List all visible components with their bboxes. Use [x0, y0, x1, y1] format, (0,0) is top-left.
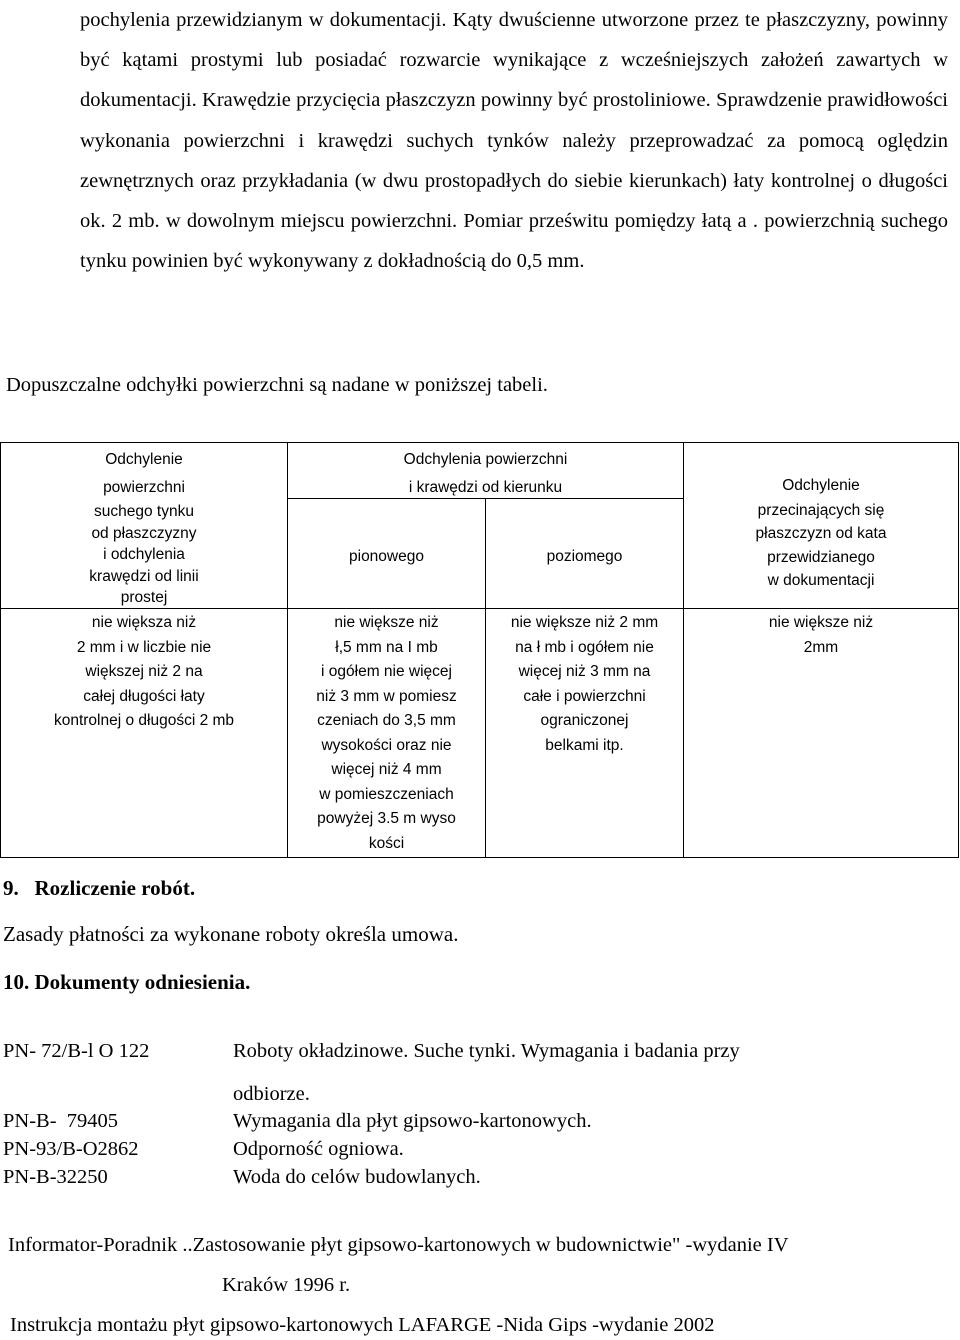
source-1-cont: Kraków 1996 r. — [222, 1274, 351, 1296]
ref-code: PN- 72/B-l O 122 — [3, 1040, 150, 1062]
header-line: Odchylenia powierzchni — [403, 451, 568, 468]
body-line: belkami itp. — [545, 736, 624, 754]
ref-desc-cont: odbiorze. — [233, 1083, 310, 1105]
header-line: krawędzi od linii — [89, 567, 199, 585]
table-border-right — [958, 442, 959, 858]
body-line: czeniach do 3,5 mm — [317, 712, 456, 729]
ref-code: PN-93/B-O2862 — [3, 1138, 139, 1160]
body-line: kontrolnej o długości 2 mb — [53, 712, 235, 729]
source-2: Instrukcja montażu płyt gipsowo-kartonowych LAFARGE -Nida Gips -wydanie 2002 — [10, 1314, 715, 1336]
header-line: od płaszczyzny — [91, 524, 197, 542]
col1-body — [1, 611, 287, 734]
header-line: suchego tynku — [94, 503, 194, 520]
col2-body — [288, 611, 485, 856]
body-line: na ł mb i ogółem nie — [515, 638, 654, 656]
ref-desc: Roboty okładzinowe. Suche tynki. Wymagania i badania przy — [233, 1040, 740, 1062]
col3-header: poziomego — [546, 548, 623, 565]
section-9-heading: 9. Rozliczenie robót. — [3, 876, 196, 900]
body-line: całej długości łaty — [83, 687, 205, 705]
section-10-heading: 10. Dokumenty odniesienia. — [3, 970, 251, 994]
body-line: niż 3 mm w pomiesz — [316, 687, 457, 705]
body-line: ł,5 mm na I mb — [335, 638, 438, 656]
table-border-bottom — [0, 857, 959, 858]
body-line: nie większe niż — [334, 614, 439, 631]
body-line: więcej niż 4 mm — [331, 761, 442, 778]
body-line: w pomieszczeniach — [319, 785, 454, 803]
header-line: przewidzianego — [767, 548, 875, 566]
ref-desc: Wymagania dla płyt gipsowo-kartonowych. — [233, 1110, 592, 1132]
header-line: prostej — [120, 589, 168, 606]
body-line: nie większe niż — [768, 614, 874, 631]
header-line: przecinających się — [757, 501, 885, 519]
col4-header — [684, 474, 958, 593]
body-line: nie większa niż — [91, 614, 197, 631]
section-9-text: Zasady płatności za wykonane roboty określa umowa. — [3, 922, 459, 946]
body-line: wysokości oraz nie — [321, 736, 452, 754]
table-intro: Dopuszczalne odchyłki powierzchni są nadane w poniższej tabeli. — [6, 374, 548, 396]
header-line: w dokumentacji — [767, 572, 875, 589]
col1-header — [1, 446, 287, 502]
body-line: więcej niż 3 mm na — [518, 663, 651, 680]
body-line: większej niż 2 na — [85, 663, 203, 680]
header-line: powierzchni — [103, 479, 185, 496]
ref-desc: Woda do celów budowlanych. — [233, 1166, 481, 1188]
ref-desc: Odporność ogniowa. — [233, 1138, 404, 1160]
header-line: płaszczyzn od kata — [755, 525, 887, 542]
body-line: ograniczonej — [540, 712, 629, 729]
header-line: i odchylenia — [103, 546, 185, 563]
header-line: Odchylenie — [782, 477, 860, 494]
table-border-top — [0, 442, 959, 443]
col2-header: pionowego — [349, 548, 424, 565]
ref-code: PN-B-32250 — [3, 1166, 108, 1188]
body-line: 2 mm i w liczbie nie — [76, 638, 212, 656]
group-header — [288, 446, 683, 502]
header-line: Odchylenie — [105, 451, 183, 468]
body-line: nie większe niż 2 mm — [510, 614, 659, 631]
body-paragraph: pochylenia przewidzianym w dokumentacji. Kąty dwuścienne utworzone przez te płaszczyzny, powinny być kątami prostymi lub posiadać rozwarcie wynikające z wcześniejszych założeń zawartych w dokumentacji. Krawędzie przycięcia płaszczyzn powinny być prostoliniowe. Sprawdzenie prawidłowości wykonania powierzchni i krawędzi suchych tynków należy przeprowadzać za pomocą oględzin zewnętrznych oraz przykładania (w dwu prostopadłych do siebie kierunkach) łaty kontrolnej o długości ok. 2 mb. w dowolnym miejscu powierzchni. Pomiar prześwitu pomiędzy łatą a . powierzchnią suchego tynku powinien być wykonywany z dokładnością do 0,5 mm. — [80, 9, 948, 273]
col1-header-cont — [1, 501, 287, 609]
ref-code: PN-B- 79405 — [3, 1110, 119, 1132]
body-line: całe i powierzchni — [523, 687, 646, 705]
body-line: i ogółem nie więcej — [321, 663, 452, 680]
body-line: kości — [368, 834, 405, 852]
col3-body — [486, 611, 683, 758]
body-line: 2mm — [803, 638, 839, 656]
col4-body — [684, 611, 958, 660]
source-1: Informator-Poradnik ..Zastosowanie płyt gipsowo-kartonowych w budownictwie" -wydanie IV — [8, 1234, 789, 1256]
body-line: powyżej 3.5 m wyso — [317, 810, 456, 827]
header-line: i krawędzi od kierunku — [408, 479, 563, 496]
